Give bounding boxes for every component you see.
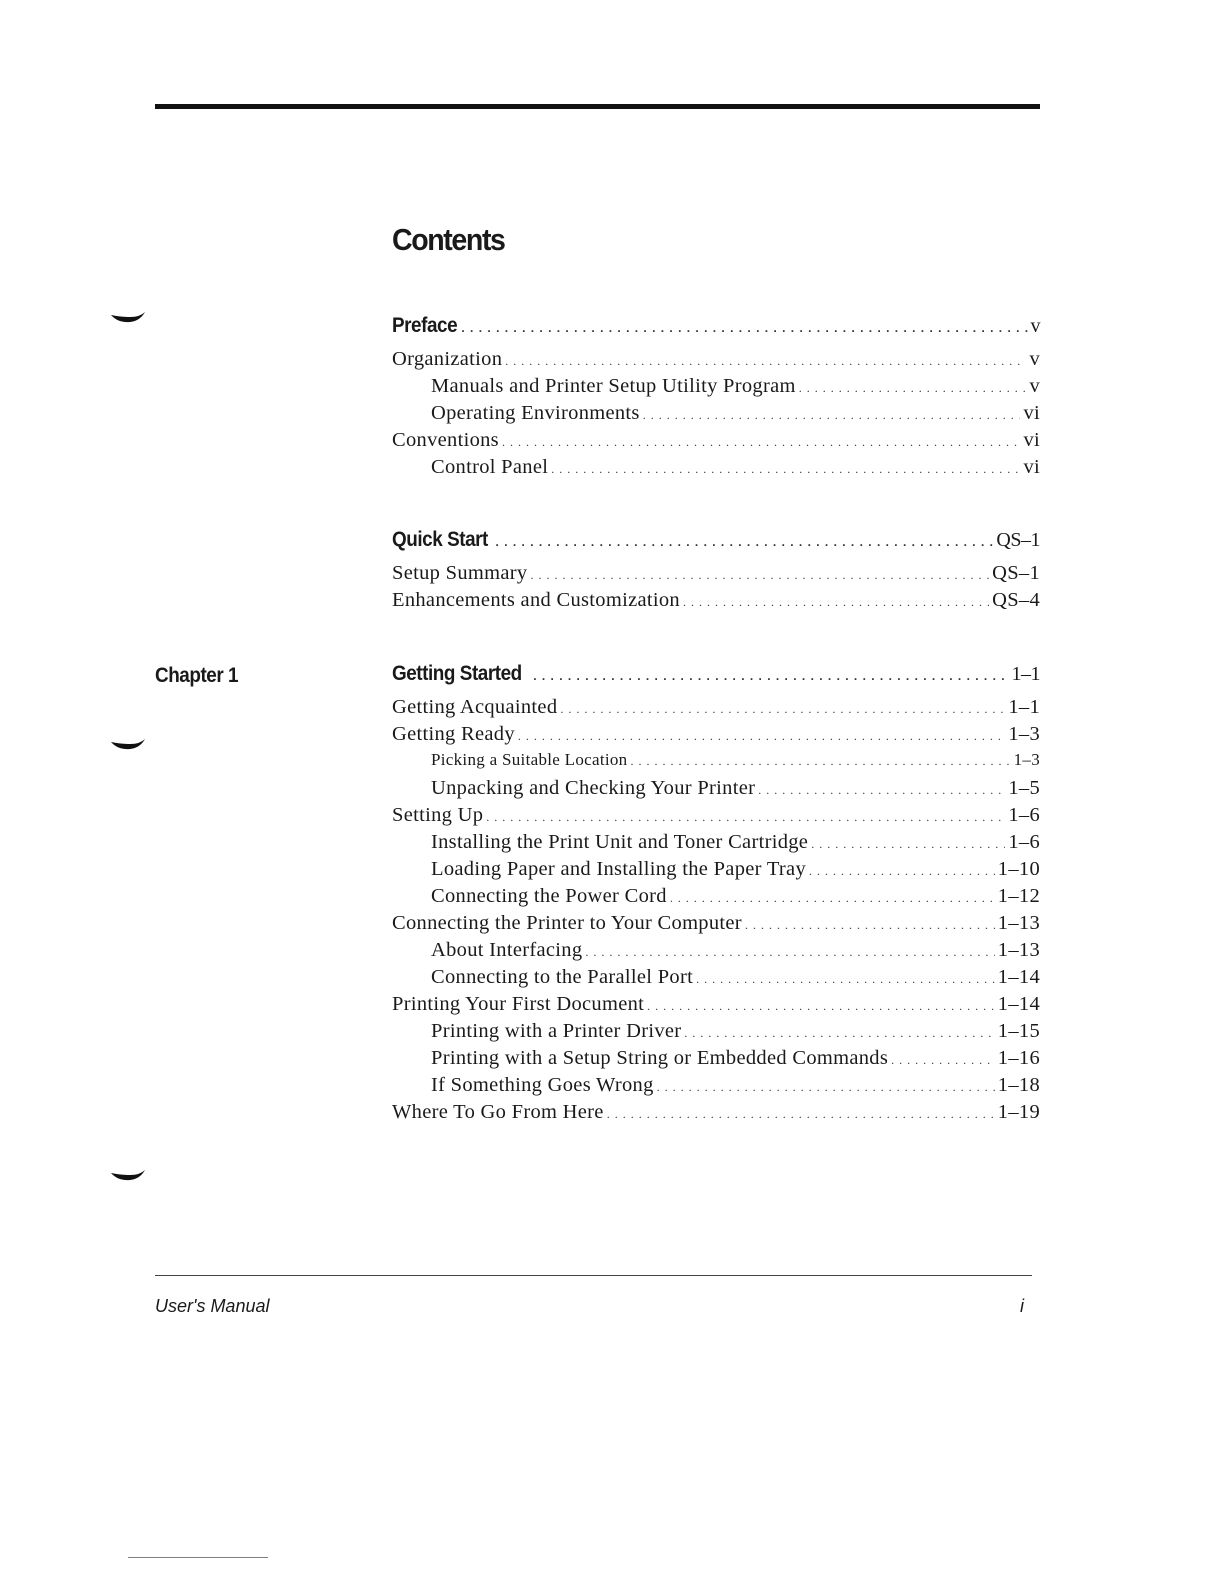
toc-entry[interactable] [392,589,1040,616]
section-page: 1–1 [1011,663,1040,685]
toc-entry[interactable] [392,1101,1040,1128]
scan-artifact-line [128,1557,268,1558]
entry-label: Installing the Print Unit and Toner Cartridge [431,831,809,853]
dot-leader [657,1080,995,1095]
toc-entry[interactable] [392,1074,1040,1101]
section-page: v [1030,315,1040,337]
entry-page: 1–13 [997,939,1040,961]
binder-hole-mark-icon [110,311,146,325]
dot-leader [502,435,1021,450]
entry-page: 1–18 [997,1074,1040,1096]
footer-page-number: i [1020,1296,1024,1316]
dot-leader [745,918,995,933]
toc-entry[interactable] [392,348,1040,375]
toc-entry[interactable] [392,696,1040,723]
entry-label: Enhancements and Customization [392,589,680,611]
entry-page: 1–16 [997,1047,1040,1069]
entry-page: 1–6 [1008,804,1040,826]
toc-entry[interactable] [392,993,1040,1020]
section-heading[interactable] [392,662,1040,696]
section-heading[interactable] [392,528,1040,562]
dot-leader [809,864,995,879]
toc-entry[interactable] [392,1020,1040,1047]
dot-leader [530,568,989,583]
chapter-label: Chapter 1 [155,664,239,687]
toc-entry[interactable] [392,750,1040,777]
toc-entry[interactable] [392,562,1040,589]
entry-label: Getting Acquainted [392,696,558,718]
dot-leader [533,669,1008,683]
toc-entry[interactable] [392,723,1040,750]
dot-leader [585,945,994,960]
entry-page: 1–15 [997,1020,1040,1042]
dot-leader [891,1053,995,1068]
entry-label: Printing Your First Document [392,993,645,1015]
entry-label: Getting Ready [392,723,515,745]
entry-page: vi [1023,456,1040,478]
entry-label: Loading Paper and Installing the Paper Tray [431,858,807,880]
entry-page: 1–5 [1008,777,1040,799]
dot-leader [758,783,1005,798]
dot-leader [684,1026,994,1041]
entry-page: vi [1023,429,1040,451]
entry-label: Conventions [392,429,499,451]
entry-page: 1–1 [1008,696,1040,718]
dot-leader [551,462,1020,477]
toc-section-preface [392,314,1040,483]
entry-page: v [1029,375,1040,397]
dot-leader [630,754,1010,769]
toc-entry[interactable] [392,885,1040,912]
entry-page: 1–13 [997,912,1040,934]
section-title: Preface [392,314,458,337]
section-title: Getting Started [392,662,522,685]
entry-label: Where To Go From Here [392,1101,604,1123]
entry-label: Unpacking and Checking Your Printer [431,777,756,799]
entry-label: Printing with a Printer Driver [431,1020,682,1042]
toc-entry[interactable] [392,777,1040,804]
entry-label: Setup Summary [392,562,528,584]
dot-leader [647,999,995,1014]
entry-label: If Something Goes Wrong [431,1074,654,1096]
entry-page: 1–3 [1013,750,1040,769]
entry-label: Setting Up [392,804,484,826]
toc-entry[interactable] [392,939,1040,966]
entry-page: 1–19 [997,1101,1040,1123]
entry-page: 1–14 [997,966,1040,988]
toc-entry[interactable] [392,402,1040,429]
toc-section-getting-started [392,662,1040,1128]
section-page: QS–1 [996,529,1040,551]
entry-label: Printing with a Setup String or Embedded Commands [431,1047,889,1069]
section-title: Quick Start [392,528,488,551]
footer-manual-title: User's Manual [155,1296,270,1316]
binder-hole-mark-icon [110,1169,146,1183]
dot-leader [799,381,1027,396]
section-heading[interactable] [392,314,1040,348]
page-title: Contents [392,222,505,257]
entry-page: vi [1023,402,1040,424]
entry-label: Operating Environments [431,402,640,424]
binder-hole-mark-icon [110,738,146,752]
dot-leader [643,408,1021,423]
toc-entry[interactable] [392,858,1040,885]
bottom-rule [155,1275,1032,1276]
dot-leader [683,595,989,610]
dot-leader [607,1107,995,1122]
toc-entry[interactable] [392,456,1040,483]
dot-leader [811,837,1005,852]
entry-label: Picking a Suitable Location [431,750,628,769]
entry-label: Manuals and Printer Setup Utility Program [431,375,796,397]
dot-leader [486,810,1005,825]
dot-leader [670,891,995,906]
dot-leader [696,972,995,987]
dot-leader [505,354,1026,369]
dot-leader [461,321,1027,335]
entry-page: 1–6 [1008,831,1040,853]
entry-page: 1–10 [997,858,1040,880]
top-rule [155,104,1040,109]
toc-entry[interactable] [392,375,1040,402]
entry-page: 1–12 [997,885,1040,907]
entry-label: Control Panel [431,456,549,478]
toc-entry[interactable] [392,429,1040,456]
entry-page: QS–4 [992,589,1040,611]
entry-page: v [1029,348,1040,370]
toc-entry[interactable] [392,804,1040,831]
entry-page: QS–1 [992,562,1040,584]
toc-section-quick-start [392,528,1040,616]
entry-page: 1–14 [997,993,1040,1015]
toc-entry[interactable] [392,966,1040,993]
entry-label: Organization [392,348,503,370]
entry-label: About Interfacing [431,939,583,961]
toc-entry[interactable] [392,831,1040,858]
toc-entry[interactable] [392,1047,1040,1074]
dot-leader [518,729,1005,744]
entry-label: Connecting the Power Cord [431,885,667,907]
dot-leader [560,702,1005,717]
toc-entry[interactable] [392,912,1040,939]
entry-label: Connecting to the Parallel Port [431,966,694,988]
entry-label: Connecting the Printer to Your Computer [392,912,742,934]
dot-leader [496,535,994,549]
entry-page: 1–3 [1008,723,1040,745]
